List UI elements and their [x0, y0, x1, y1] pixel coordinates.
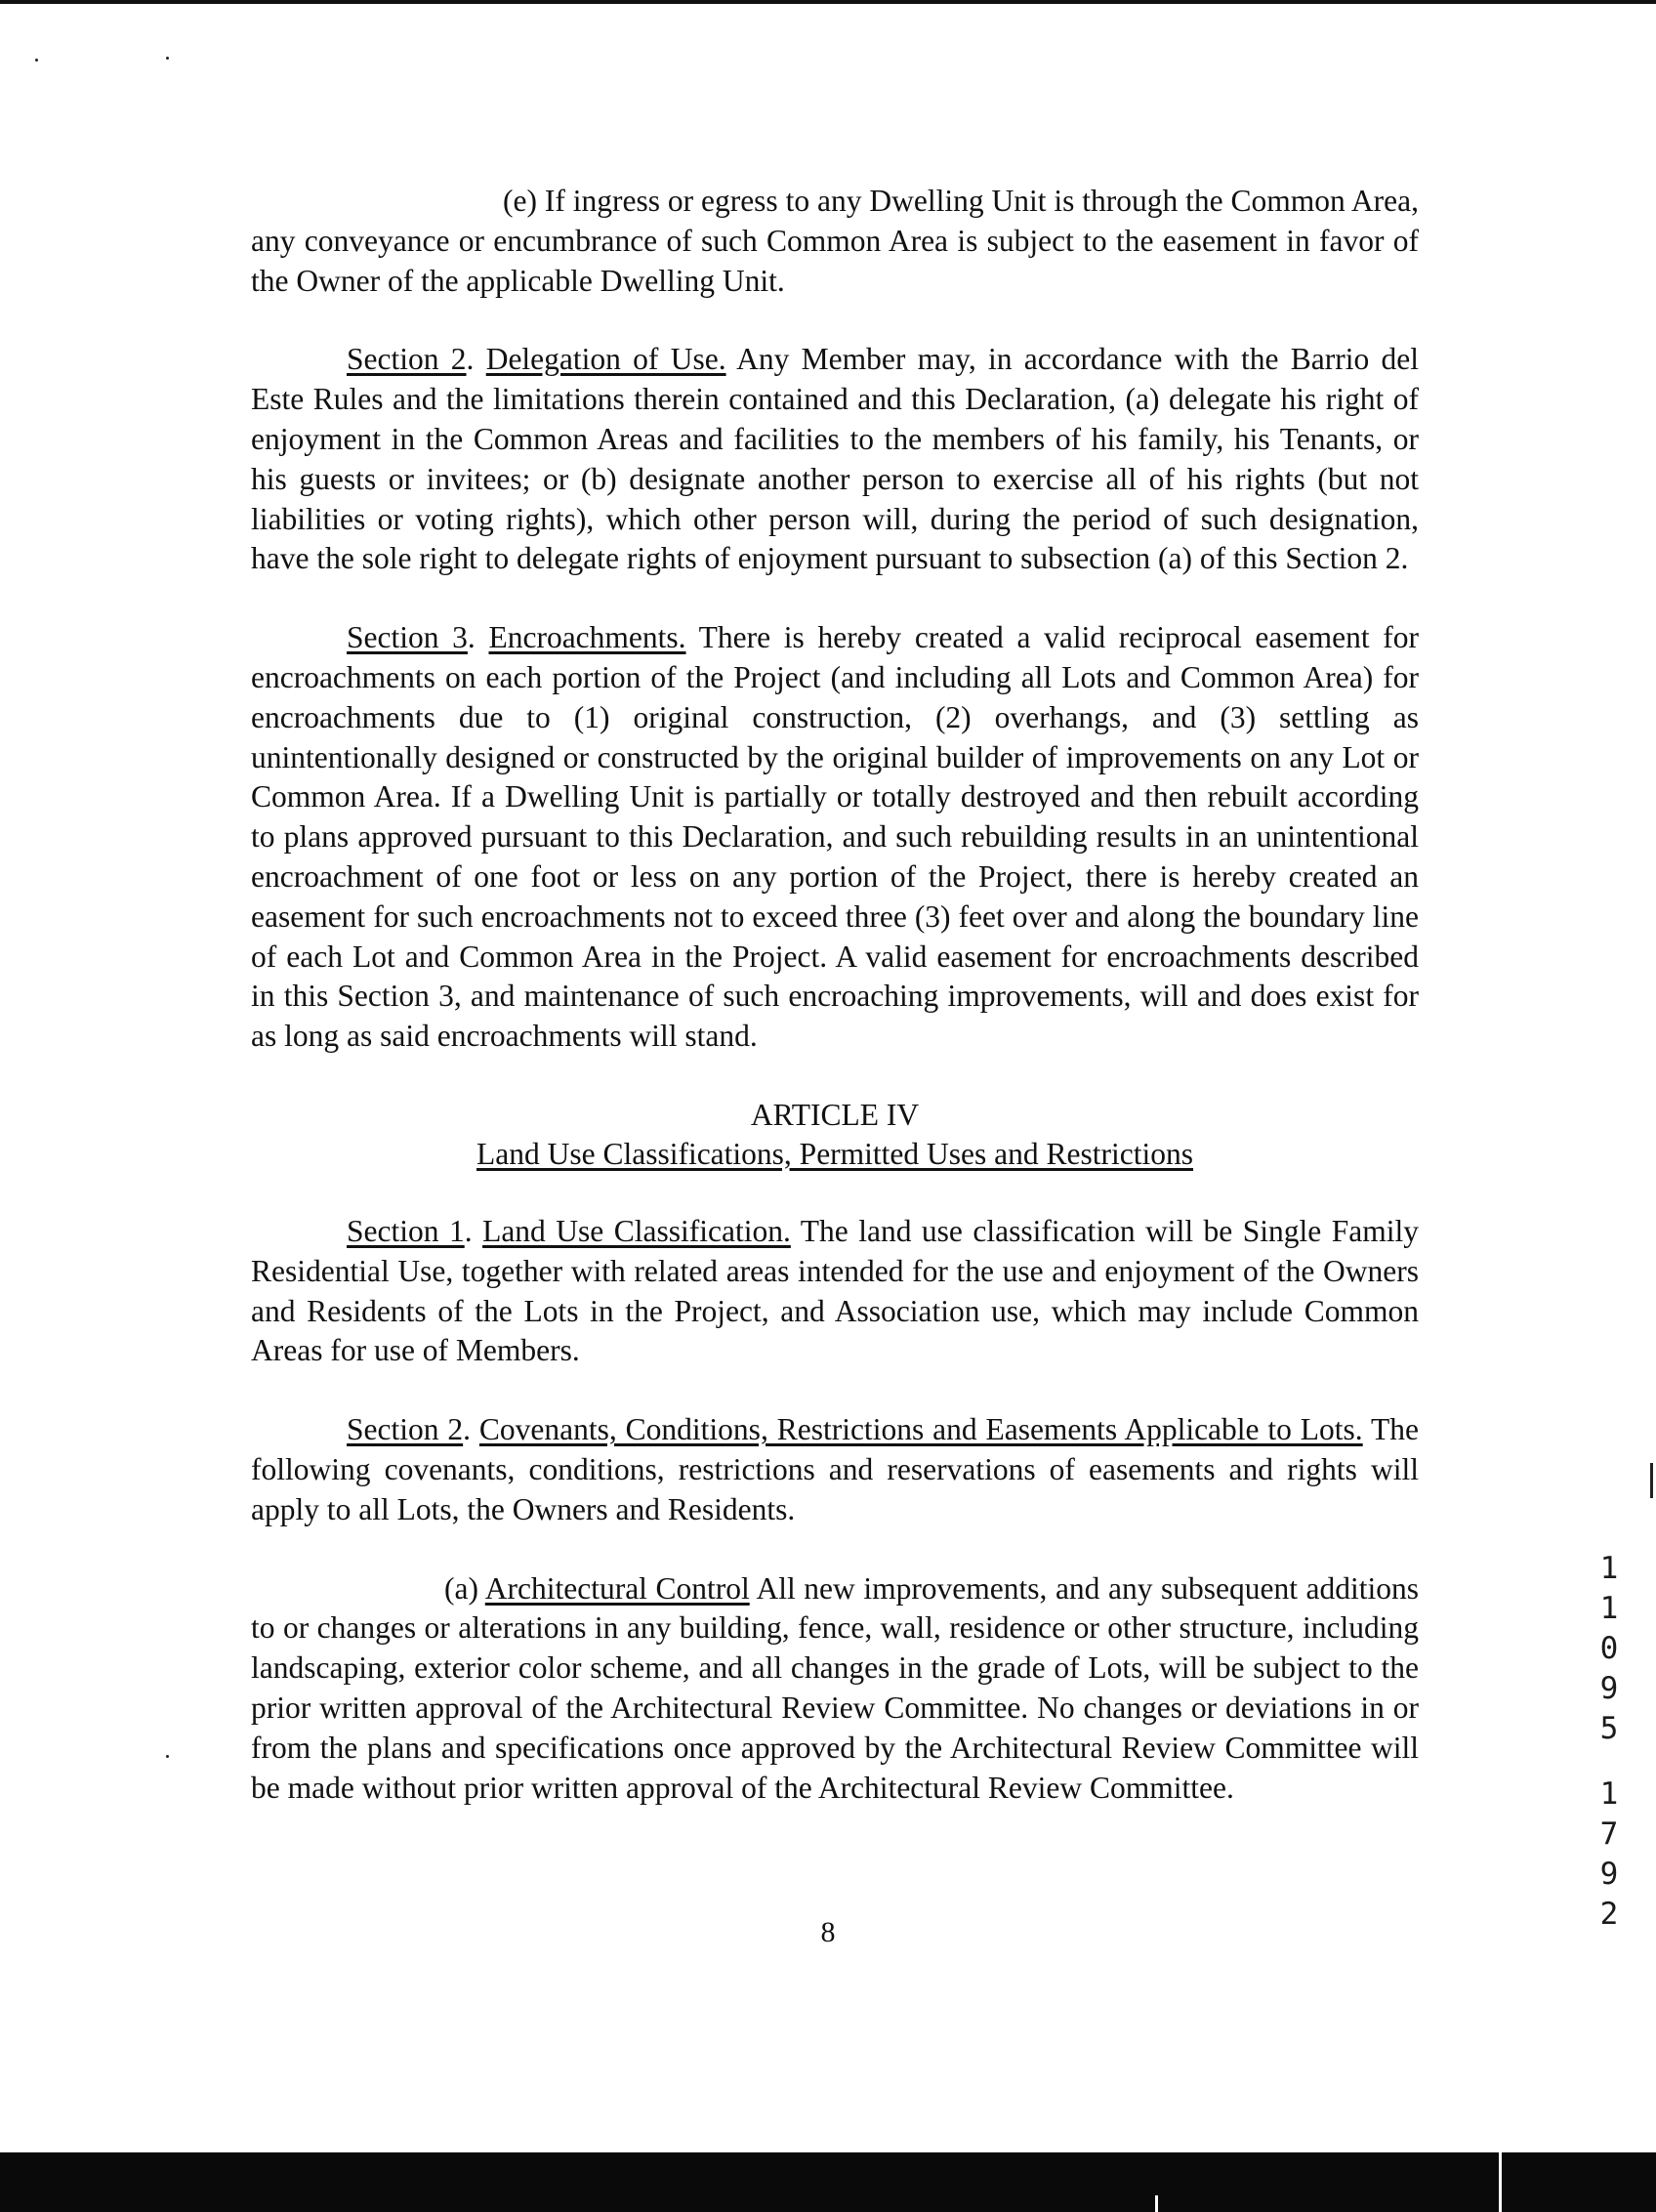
section-heading: Encroachments. [488, 620, 686, 655]
section-3-encroachments: Section 3. Encroachments. There is hereby created a valid reciprocal easement for encroachments on each portion of the Project (and including all Lots and Common Area) for encroachments due to (1) original construction, (2) overhangs, and (3) settling as unintentionally designed or constructed by the original builder of improvements on any Lot or Common Area. If a Dwelling Unit is partially or totally destroyed and then rebuilt according to plans approved pursuant to this Declaration, and such rebuilding results in an unintentional encroachment of one foot or less on any portion of the Project, there is hereby created an easement for such encroachments not to exceed three (3) feet over and along the boundary line of each Lot and Common Area in the Project. A valid easement for encroachments described in this Section 3, and maintenance of such encroaching improvements, will and does exist for as long as said encroachments will stand. [251, 620, 1419, 1054]
article-4-section-2-covenants: Section 2. Covenants, Conditions, Restrictions and Easements Applicable to Lots. The following covenants, conditions, restrictions and reservations of easements and rights will apply to all Lots, the Owners and Residents. [251, 1412, 1419, 1526]
stamp-digit: 9 [1599, 1671, 1619, 1706]
article-4-section-1-land-use: Section 1. Land Use Classification. The land use classification will be Single Family Residential Use, together with related areas intended for the use and enjoyment of the Owners and Residents of the Lots in the Project, and Association use, which may include Common Areas for use of Members. [251, 1213, 1419, 1368]
article-number: ARTICLE IV [750, 1097, 920, 1132]
article-heading [251, 1096, 1419, 1174]
scan-top-border [0, 0, 1656, 4]
section-label: Section 2 [347, 1412, 464, 1447]
section-label: Section 3 [347, 620, 468, 655]
section-label: Section 1 [347, 1213, 465, 1248]
section-body: The land use classification will be Single Family Residential Use, together with related areas intended for the use and enjoyment of the Owners and Residents of the Lots in the Project, and Association use, which may include Common Areas for use of Members. [251, 1213, 1419, 1368]
scan-notch [1499, 2152, 1502, 2212]
subsection-label: (a) [444, 1570, 478, 1606]
scan-speck [166, 57, 169, 60]
stamp-digit: 1 [1599, 1776, 1619, 1812]
scan-bottom-border [0, 2152, 1656, 2212]
scan-notch [1155, 2195, 1158, 2212]
scan-speck [35, 59, 38, 62]
recording-stamp [1592, 1549, 1627, 1935]
document-page [251, 182, 1419, 1808]
stamp-digit: 9 [1599, 1857, 1619, 1892]
stamp-digit: 1 [1599, 1551, 1619, 1586]
scan-speck [166, 1755, 169, 1758]
architectural-control [251, 1569, 1419, 1809]
section-heading: Covenants, Conditions, Restrictions and Easements Applicable to Lots. [478, 1412, 1363, 1447]
section-label: Section 2 [347, 342, 467, 377]
section-body: The following covenants, conditions, restrictions and reservations of easements and rights will apply to all Lots, the Owners and Residents. [251, 1412, 1419, 1526]
section-body: There is hereby created a valid reciprocal easement for encroachments on each portion of the Project (and including all Lots and Common Area) for encroachments due to (1) original construction, (2) overhangs, and (3) settling as unintentionally designed or constructed by the original builder of improvements on any Lot or Common Area. If a Dwelling Unit is partially or totally destroyed and then rebuilt according to plans approved pursuant to this Declaration, and such rebuilding results in an unintentional encroachment of one foot or less on any portion of the Project, there is hereby created an easement for such encroachments not to exceed three (3) feet over and along the boundary line of each Lot and Common Area in the Project. A valid easement for encroachments described in this Section 3, and maintenance of such encroaching improvements, will and does exist for as long as said encroachments will stand. [251, 620, 1419, 1054]
stamp-digit: 2 [1599, 1897, 1619, 1932]
stamp-digit: 5 [1599, 1711, 1619, 1746]
section-body: Any Member may, in accordance with the Barrio del Este Rules and the limitations therein contained and this Declaration, (a) delegate his right of enjoyment in the Common Areas and facilities to the members of his family, his Tenants, or his guests or invitees; or (b) designate another person to exercise all of his rights (but not liabilities or voting rights), which other person will, during the period of such designation, have the sole right to delegate rights of enjoyment pursuant to subsection (a) of this Section 2. [251, 342, 1419, 576]
section-heading: Delegation of Use. [485, 342, 726, 377]
page-number: 8 [820, 1916, 836, 1948]
paragraph-e-ingress-egress [251, 182, 1419, 301]
paragraph-text: (e) If ingress or egress to any Dwelling Unit is through the Common Area, any conveyance or encumbrance of such Common Area is subject to the easement in favor of the Owner of the applicable Dwelling Unit. [251, 184, 1419, 298]
article-title: Land Use Classifications, Permitted Uses and Restrictions [476, 1136, 1193, 1171]
scan-edge-mark [1650, 1463, 1653, 1498]
subsection-body: All new improvements, and any subsequent additions to or changes or alterations in any building, fence, wall, residence or other structure, including landscaping, exterior color scheme, and all changes in the grade of Lots, will be subject to the prior written approval of the Architectural Review Committee. No changes or deviations in or from the plans and specifications once approved by the Architectural Review Committee will be made without prior written approval of the Architectural Review Committee. [251, 1570, 1419, 1805]
section-heading: Land Use Classification. [482, 1213, 791, 1248]
stamp-digit: 0 [1599, 1631, 1619, 1666]
section-2-delegation-of-use: Section 2. Delegation of Use. Any Member may, in accordance with the Barrio del Este Rules and the limitations therein contained and this Declaration, (a) delegate his right of enjoyment in the Common Areas and facilities to the members of his family, his Tenants, or his guests or invitees; or (b) designate another person to exercise all of his rights (but not liabilities or voting rights), which other person will, during the period of such designation, have the sole right to delegate rights of enjoyment pursuant to subsection (a) of this Section 2. [251, 342, 1419, 576]
stamp-digit: 7 [1599, 1816, 1619, 1852]
subsection-heading: Architectural Control [484, 1570, 750, 1606]
stamp-digit: 1 [1599, 1591, 1619, 1626]
